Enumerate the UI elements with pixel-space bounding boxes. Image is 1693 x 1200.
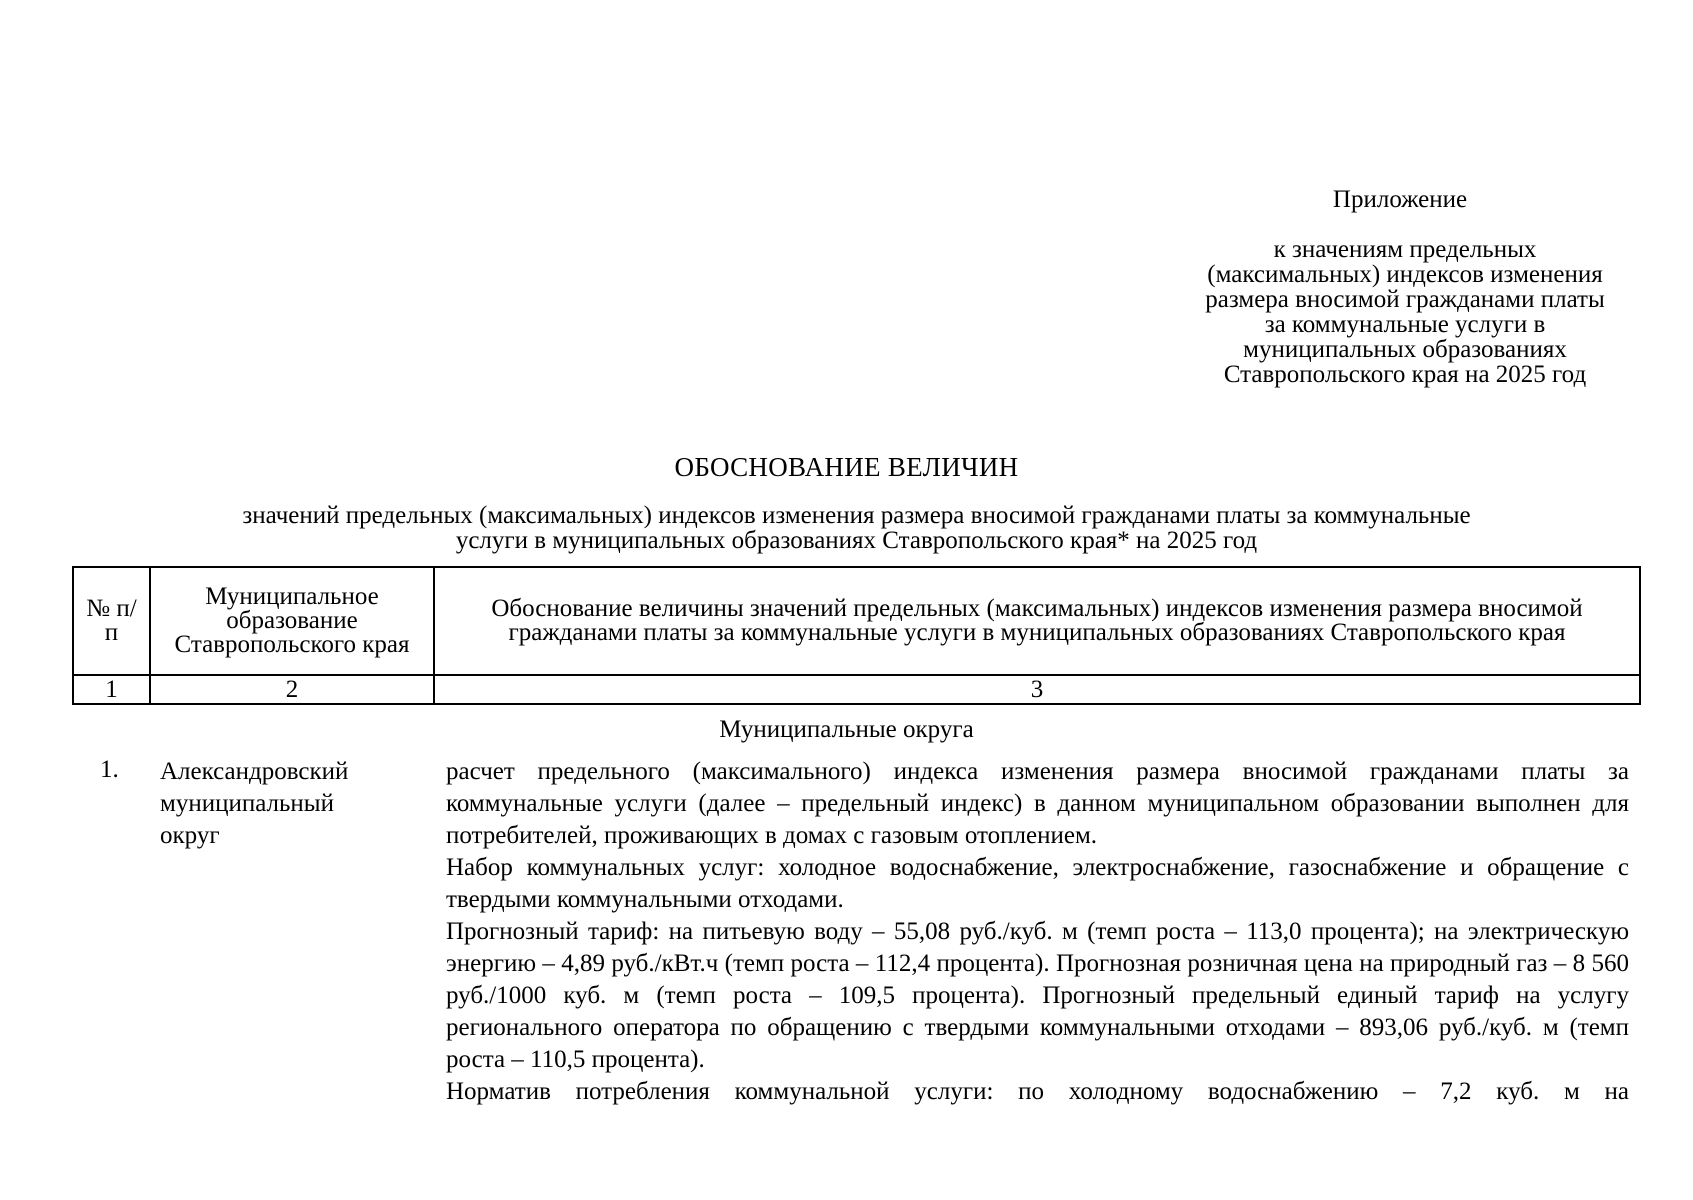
municipality-name-line: муниципальный bbox=[160, 790, 334, 817]
header-number: № п/п bbox=[73, 567, 150, 675]
appendix-line: к значениям предельных bbox=[1273, 236, 1537, 263]
header-municipality: Муниципальное образование Ставропольского края bbox=[150, 567, 434, 675]
appendix-line: Ставропольского края на 2025 год bbox=[1223, 361, 1587, 388]
document-title: ОБОСНОВАНИЕ ВЕЛИЧИН bbox=[674, 452, 1019, 482]
appendix-line: размера вносимой гражданами платы bbox=[1205, 286, 1605, 313]
justification-paragraph: Набор коммунальных услуг: холодное водоснабжение, электроснабжение, газоснабжение и обращение с твердыми коммунальными отходами. bbox=[446, 854, 1629, 913]
subtitle-line: услуги в муниципальных образованиях Ставропольского края* на 2025 год bbox=[455, 527, 1258, 554]
subtitle-line: значений предельных (максимальных) индексов изменения размера вносимой гражданами платы за коммунальные bbox=[242, 502, 1471, 529]
section-title: Муниципальные округа bbox=[719, 716, 974, 743]
document-subtitle bbox=[80, 503, 1633, 553]
column-number-row bbox=[73, 675, 1640, 704]
justification-paragraph: Норматив потребления коммунальной услуги: по холодному водоснабжению – 7,2 куб. м на bbox=[446, 1078, 1629, 1105]
header-justification: Обоснование величины значений предельных (максимальных) индексов изменения размера вносимой гражданами платы за коммунальные услуги в муниципальных образованиях Ставропольского края bbox=[434, 567, 1640, 675]
municipality-name bbox=[160, 756, 430, 852]
appendix-subtitle bbox=[1170, 237, 1640, 387]
column-number: 3 bbox=[434, 675, 1640, 704]
header-table bbox=[72, 566, 1641, 705]
column-number: 1 bbox=[73, 675, 150, 704]
municipality-name-line: округ bbox=[160, 822, 220, 849]
appendix-title: Приложение bbox=[1332, 186, 1468, 213]
justification-paragraph: Прогнозный тариф: на питьевую воду – 55,08 руб./куб. м (темп роста – 113,0 процента); на электрическую энергию – 4,89 руб./кВт.ч (темп роста – 112,4 процента). Прогнозная розничная цена на природный газ – 8 560 руб./1000 куб. м (темп роста – 109,5 процента). Прогнозный предельный единый тариф на услугу регионального оператора по обращению с твердыми коммунальными отходами – 893,06 руб./куб. м (темп роста – 110,5 процента). bbox=[446, 918, 1629, 1073]
justification-paragraph: расчет предельного (максимального) индекса изменения размера вносимой гражданами платы за коммунальные услуги (далее – предельный индекс) в данном муниципальном образовании выполнен для потребителей, проживающих в домах с газовым отоплением. bbox=[446, 758, 1629, 849]
row-number: 1. bbox=[100, 756, 119, 783]
appendix-line: (максимальных) индексов изменения bbox=[1207, 261, 1603, 288]
justification-text bbox=[446, 756, 1629, 1108]
header-row bbox=[73, 567, 1640, 675]
municipality-name-line: Александровский bbox=[160, 758, 349, 785]
column-number: 2 bbox=[150, 675, 434, 704]
appendix-line: муниципальных образованиях bbox=[1243, 336, 1567, 363]
appendix-line: за коммунальные услуги в bbox=[1264, 311, 1546, 338]
